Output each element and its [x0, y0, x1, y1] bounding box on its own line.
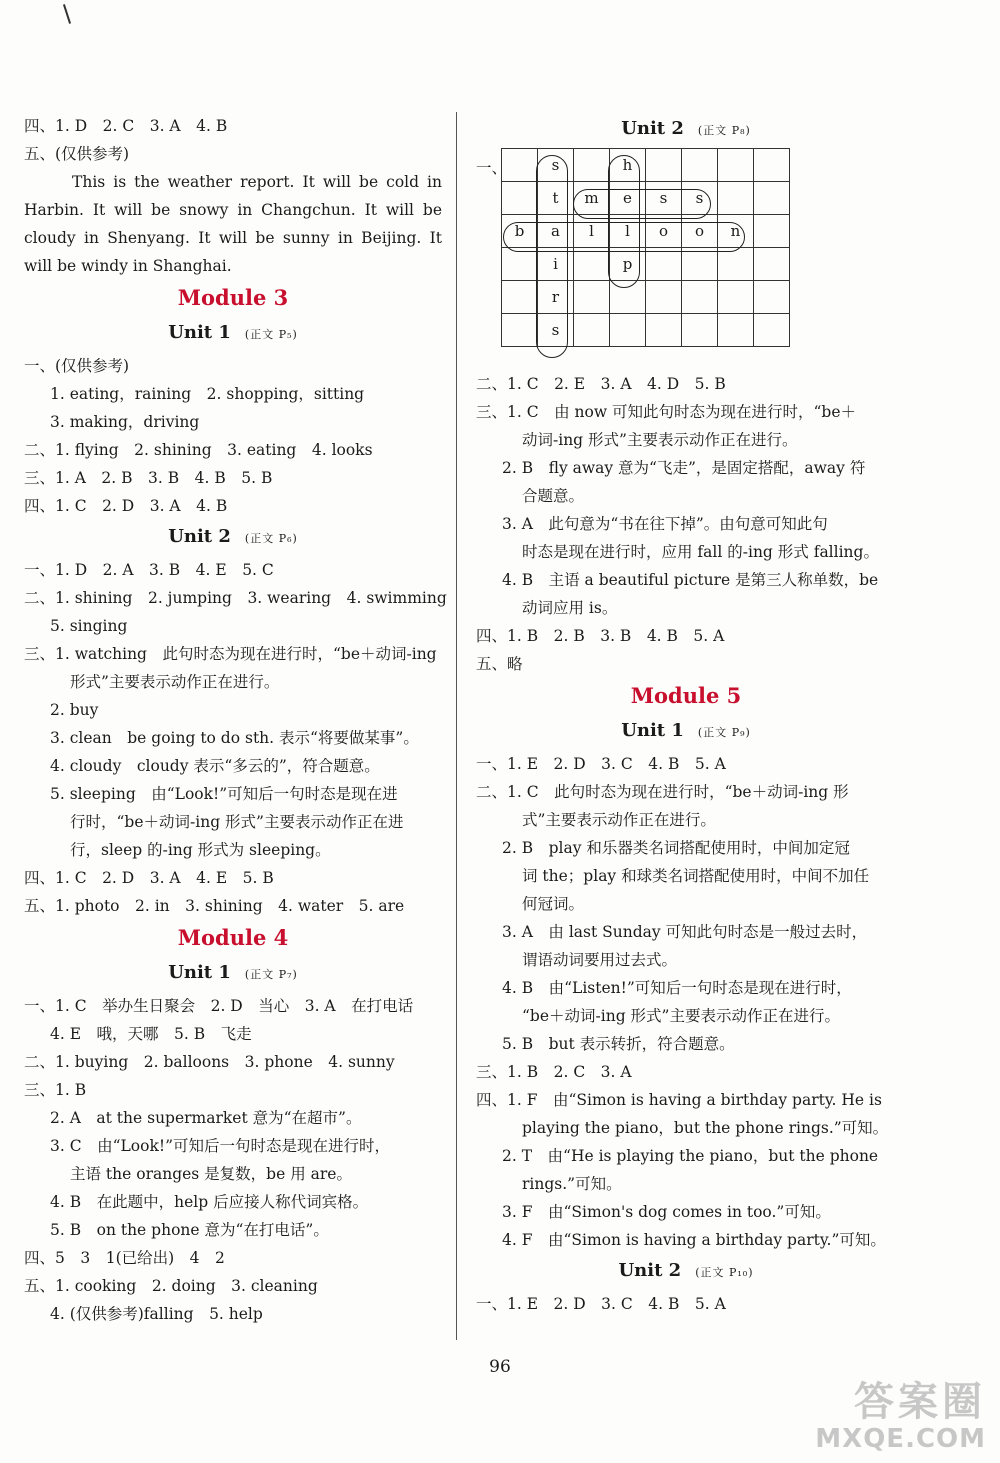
grid-cell: o [682, 215, 718, 248]
grid-cell [646, 314, 682, 347]
grid-cell [718, 248, 754, 281]
grid-cell [574, 281, 610, 314]
grid-cell [682, 149, 718, 182]
grid-cell [682, 248, 718, 281]
answer-line: 四、1. B 2. B 3. B 4. B 5. A [476, 627, 725, 645]
answer-line: 四、1. C 2. D 3. A 4. E 5. B [24, 869, 274, 887]
answer-line: 五、略 [476, 655, 523, 673]
answer-line: 一、1. C 举办生日聚会 2. D 当心 3. A 在打电话 [24, 997, 414, 1015]
answer-line: 三、1. C 由 now 可知此句时态为现在进行时，“be＋ [476, 403, 857, 421]
answer-line: 2. B fly away 意为“飞走”，是固定搭配，away 符 [502, 459, 866, 477]
watermark-logo [815, 1379, 986, 1454]
answer-line: 二、1. buying 2. balloons 3. phone 4. sunny [24, 1053, 395, 1071]
answer-line: 1. eating，raining 2. shopping，sitting [50, 385, 365, 403]
grid-cell [682, 281, 718, 314]
grid-cell: s [682, 182, 718, 215]
grid-cell [718, 314, 754, 347]
answer-line: playing the piano，but the phone rings.”可知。 [522, 1119, 889, 1137]
answer-line: 2. B play 和乐器类名词搭配使用时，中间加定冠 [502, 839, 850, 857]
answer-line: 4. F 由“Simon is having a birthday party.”可知。 [502, 1231, 886, 1249]
word-oval-mess [573, 189, 711, 219]
grid-cell [754, 215, 790, 248]
unit-title: Unit 2 [621, 118, 684, 139]
answer-line: 4. cloudy cloudy 表示“多云的”，符合题意。 [50, 757, 380, 775]
unit-page-ref: (正文 P₅) [244, 328, 298, 341]
grid-cell [574, 314, 610, 347]
grid-cell [646, 149, 682, 182]
answer-line: 一、1. E 2. D 3. C 4. B 5. A [476, 1295, 726, 1313]
unit-title: Unit 1 [168, 322, 231, 343]
answer-line: 2. buy [50, 701, 99, 719]
grid-cell [754, 182, 790, 215]
answer-line: 动词-ing 形式”主要表示动作正在进行。 [522, 431, 798, 449]
answer-line: 5. B on the phone 意为“在打电话”。 [50, 1221, 329, 1239]
grid-cell: o [646, 215, 682, 248]
answer-line: 式”主要表示动作正在进行。 [522, 811, 716, 829]
grid-cell [718, 182, 754, 215]
answer-line: 四、5 3 1(已给出) 4 2 [24, 1249, 225, 1267]
answer-paragraph: This is the weather report. It will be cold in Harbin. It will be snowy in Changchun. It will be cloudy in Shenyang. It will be sunny in Beijing. It will be windy in Shanghai. [24, 173, 442, 275]
answer-line: rings.”可知。 [522, 1175, 622, 1193]
module-heading: Module 5 [630, 683, 742, 708]
grid-cell: n [718, 215, 754, 248]
answer-line: 2. A at the supermarket 意为“在超市”。 [50, 1109, 362, 1127]
page-number: 96 [489, 1357, 511, 1377]
unit-page-ref: (正文 P₇) [244, 968, 298, 981]
grid-cell: m [574, 182, 610, 215]
module-heading: Module 4 [177, 925, 289, 950]
grid-cell [502, 182, 538, 215]
answer-line: 二、1. C 2. E 3. A 4. D 5. B [476, 375, 726, 393]
answer-line: 3. A 此句意为“书在往下掉”。由句意可知此句 [502, 515, 828, 533]
grid-cell [754, 281, 790, 314]
answer-line: 动词应用 is。 [522, 599, 618, 617]
answer-line: 何冠词。 [522, 895, 585, 913]
unit-heading [24, 520, 442, 556]
grid-cell [754, 314, 790, 347]
answer-line: 三、1. watching 此句时态为现在进行时，“be＋动词-ing [24, 645, 437, 663]
grid-cell [502, 281, 538, 314]
grid-cell: s [538, 314, 574, 347]
grid-cell: s [538, 149, 574, 182]
grid-cell: a [538, 215, 574, 248]
answer-line: 3. A 由 last Sunday 可知此句时态是一般过去时， [502, 923, 868, 941]
answer-line: 五、(仅供参考) [24, 145, 130, 163]
answer-line: 二、1. shining 2. jumping 3. wearing 4. swimming [24, 589, 447, 607]
word-oval-balloon [503, 222, 745, 252]
answer-line: 3. clean be going to do sth. 表示“将要做某事”。 [50, 729, 419, 747]
right-column-body [476, 370, 896, 1318]
grid-cell [574, 248, 610, 281]
answer-line: 四、1. C 2. D 3. A 4. B [24, 497, 228, 515]
watermark-site-text: MXQE.COM [815, 1424, 986, 1454]
unit-page-ref: (正文 P₈) [697, 124, 751, 137]
answer-line: 二、1. C 此句时态为现在进行时，“be＋动词-ing 形 [476, 783, 849, 801]
unit-heading [476, 714, 896, 750]
grid-cell [502, 149, 538, 182]
answer-line: 行，sleep 的-ing 形式为 sleeping。 [70, 841, 331, 859]
answer-line: 五、1. cooking 2. doing 3. cleaning [24, 1277, 318, 1295]
grid-cell: l [610, 215, 646, 248]
grid-cell: t [538, 182, 574, 215]
unit-title: Unit 1 [168, 962, 231, 983]
right-column-header [476, 112, 896, 148]
answer-line: 时态是现在进行时，应用 fall 的-ing 形式 falling。 [522, 543, 879, 561]
grid-cell [754, 149, 790, 182]
grid-cell: r [538, 281, 574, 314]
answer-line: 4. B 由“Listen!”可知后一句时态是现在进行时， [502, 979, 852, 997]
answer-line: 3. making，driving [50, 413, 200, 431]
answer-line: 5. singing [50, 617, 128, 635]
answer-line: 3. F 由“Simon's dog comes in too.”可知。 [502, 1203, 831, 1221]
answer-line: 合题意。 [522, 487, 585, 505]
grid-cell [610, 314, 646, 347]
unit-page-ref: (正文 P₁₀) [695, 1266, 754, 1279]
answer-line: 3. C 由“Look!”可知后一句时态是现在进行时， [50, 1137, 391, 1155]
unit-page-ref: (正文 P₆) [244, 532, 298, 545]
grid-cell: s [646, 182, 682, 215]
grid-cell: e [610, 182, 646, 215]
scan-mark [63, 4, 71, 24]
unit-title: Unit 1 [621, 720, 684, 741]
answer-line: 一、1. E 2. D 3. C 4. B 5. A [476, 755, 726, 773]
right-column [476, 112, 896, 1318]
word-search-puzzle [476, 148, 896, 370]
unit-heading [476, 1254, 896, 1290]
grid-cell: b [502, 215, 538, 248]
answer-line: 二、1. flying 2. shining 3. eating 4. looks [24, 441, 373, 459]
unit-title: Unit 2 [618, 1260, 682, 1281]
unit-heading [476, 112, 896, 148]
unit-page-ref: (正文 P₉) [697, 726, 751, 739]
left-column [24, 112, 447, 1328]
grid-cell: l [574, 215, 610, 248]
unit-title: Unit 2 [168, 526, 231, 547]
answer-line: 一、(仅供参考) [24, 357, 130, 375]
grid-cell: h [610, 149, 646, 182]
answer-line: “be＋动词-ing 形式”主要表示动作正在进行。 [522, 1007, 840, 1025]
answer-line: 5. sleeping 由“Look!”可知后一句时态是现在进 [50, 785, 398, 803]
grid-cell [646, 281, 682, 314]
answer-line: 主语 the oranges 是复数，be 用 are。 [70, 1165, 352, 1183]
grid-cell [754, 248, 790, 281]
answer-line: 三、1. B 2. C 3. A [476, 1063, 632, 1081]
grid-cell [718, 149, 754, 182]
grid-cell [646, 248, 682, 281]
module-heading: Module 3 [177, 285, 289, 310]
answer-line: 三、1. A 2. B 3. B 4. B 5. B [24, 469, 273, 487]
answer-line: 五、1. photo 2. in 3. shining 4. water 5. are [24, 897, 405, 915]
grid-cell [574, 149, 610, 182]
answer-line: 行时，“be＋动词-ing 形式”主要表示动作正在进 [70, 813, 404, 831]
answer-line: 4. (仅供参考)falling 5. help [50, 1305, 263, 1323]
grid-cell: p [610, 248, 646, 281]
grid-cell [682, 314, 718, 347]
answer-line: 4. B 在此题中，help 后应接人称代词宾格。 [50, 1193, 369, 1211]
grid-cell: i [538, 248, 574, 281]
answer-line: 词 the；play 和球类名词搭配使用时，中间不加任 [522, 867, 870, 885]
answer-line: 谓语动词要用过去式。 [522, 951, 678, 969]
puzzle-label: 一、 [476, 159, 508, 177]
answer-line: 一、1. D 2. A 3. B 4. E 5. C [24, 561, 274, 579]
watermark-logo-text: 答案圈 [854, 1379, 986, 1425]
answer-line: 三、1. B [24, 1081, 87, 1099]
answer-line: 5. B but 表示转折，符合题意。 [502, 1035, 735, 1053]
grid-cell [718, 281, 754, 314]
answer-line: 形式”主要表示动作正在进行。 [70, 673, 280, 691]
answer-line: 四、1. F 由“Simon is having a birthday party. He is [476, 1091, 882, 1109]
unit-heading [24, 316, 442, 352]
grid-cell [502, 248, 538, 281]
answer-line: 4. E 哦，天哪 5. B 飞走 [50, 1025, 252, 1043]
column-divider [456, 112, 457, 1340]
grid-cell [502, 314, 538, 347]
unit-heading [24, 956, 442, 992]
answer-line: 4. B 主语 a beautiful picture 是第三人称单数，be [502, 571, 879, 589]
word-oval-stairs [536, 155, 568, 358]
answer-line: 四、1. D 2. C 3. A 4. B [24, 117, 228, 135]
answer-line: 2. T 由“He is playing the piano，but the phone [502, 1147, 879, 1165]
